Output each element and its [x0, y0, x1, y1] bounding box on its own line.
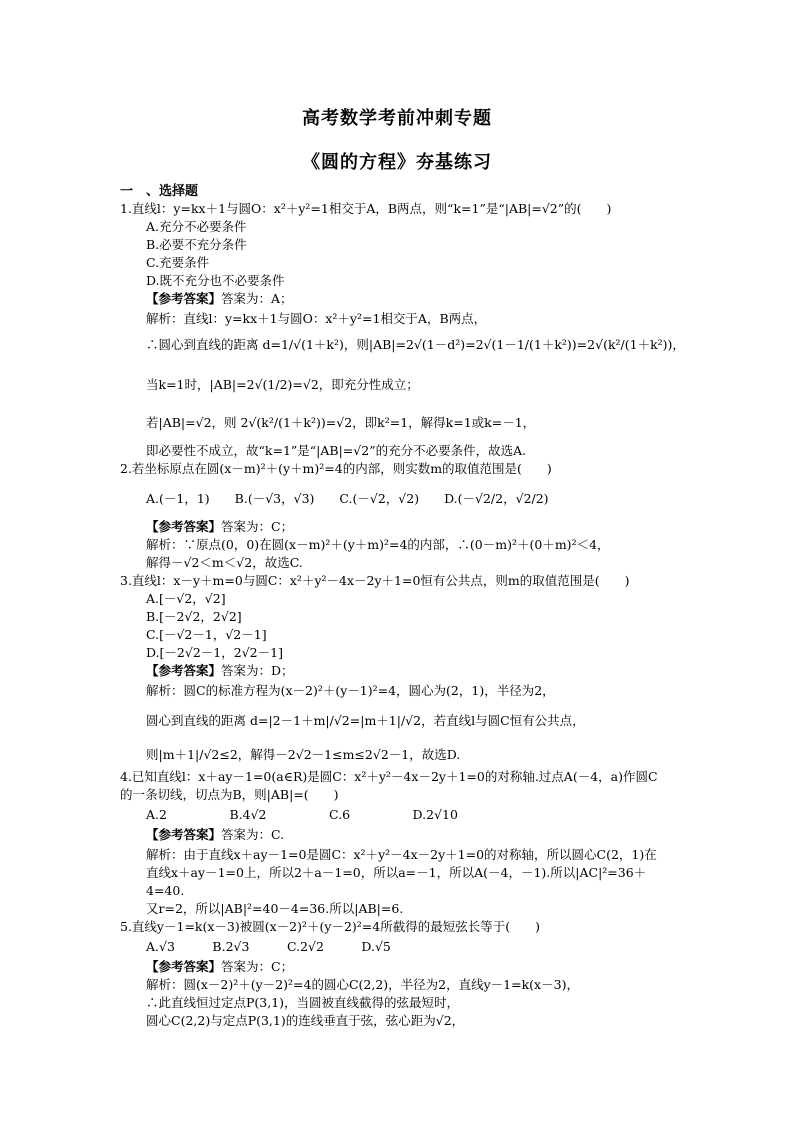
- text-line: 圆心C(2,2)与定点P(3,1)的连线垂直于弦，弦心距为√2，: [146, 1013, 465, 1028]
- text-line: C.[－√2－1，√2－1]: [146, 627, 267, 642]
- text-line: 【参考答案】答案为：C.: [146, 827, 285, 842]
- text-line: 当k=1时，|AB|=2√(1/2)=√2，即充分性成立；: [146, 377, 419, 392]
- text-line: 解析：圆C的标准方程为(x－2)²＋(y－1)²=4，圆心为(2，1)，半径为2，: [146, 683, 555, 698]
- text-line: 解析：直线l：y=kx＋1与圆O：x²＋y²=1相交于A，B两点，: [146, 311, 487, 326]
- text-line: 【参考答案】答案为：A；: [146, 291, 293, 306]
- text-line: 【参考答案】答案为：C；: [146, 959, 294, 974]
- section-heading: 一 、选择题: [120, 184, 199, 199]
- text-line: 则|m＋1|/√2≤2，解得－2√2－1≤m≤2√2－1，故选D.: [146, 747, 461, 762]
- text-line: 4.已知直线l：x＋ay－1=0(a∈R)是圆C：x²＋y²－4x－2y＋1=0的对称轴.过点A(－4，a)作圆C: [120, 769, 658, 784]
- text-line: 的一条切线，切点为B，则|AB|=( ): [120, 787, 339, 802]
- text-line: A.(－1，1) B.(－√3，√3) C.(－√2，√2) D.(－√2/2，√2/2): [146, 491, 549, 506]
- text-line: 1.直线l：y=kx＋1与圆O：x²＋y²=1相交于A，B两点，则“k=1”是“|AB|=√2”的( ): [120, 201, 612, 216]
- answer-label: 【参考答案】: [146, 959, 222, 974]
- text-line: 3.直线l：x－y＋m=0与圆C：x²＋y²－4x－2y＋1=0恒有公共点，则m的取值范围是( ): [120, 573, 630, 588]
- text-line: 2.若坐标原点在圆(x－m)²＋(y＋m)²=4的内部，则实数m的取值范围是( ): [120, 461, 552, 476]
- page-title: 高考数学考前冲刺专题: [302, 108, 492, 129]
- text-line: 即必要性不成立，故“k=1”是“|AB|=√2”的充分不必要条件，故选A.: [146, 443, 527, 458]
- text-line: 4=40.: [146, 883, 185, 898]
- answer-label: 【参考答案】: [146, 827, 222, 842]
- page-subtitle: 《圆的方程》夯基练习: [302, 152, 492, 173]
- text-line: D.[－2√2－1，2√2－1]: [146, 645, 283, 660]
- text-line: 【参考答案】答案为：C；: [146, 519, 294, 534]
- text-line: C.充要条件: [146, 255, 210, 270]
- text-line: 解析：∵原点(0，0)在圆(x－m)²＋(y＋m)²=4的内部，∴(0－m)²＋(0＋m)²＜4，: [146, 537, 610, 552]
- answer-label: 【参考答案】: [146, 519, 222, 534]
- text-line: ∴圆心到直线的距离 d=1/√(1＋k²)，则|AB|=2√(1－d²)=2√(1－1/(1＋k²))=2√(k²/(1＋k²))，: [146, 337, 685, 352]
- text-line: 直线x＋ay－1=0上，所以2＋a－1=0，所以a=－1，所以A(－4，－1).所以|AC|²=36＋: [146, 865, 647, 880]
- text-line: B.必要不充分条件: [146, 237, 247, 252]
- text-line: 解析：圆(x－2)²＋(y－2)²=4的圆心C(2,2)，半径为2，直线y－1=k(x－3)，: [146, 977, 579, 992]
- text-line: 解得－√2＜m＜√2，故选C.: [146, 555, 303, 570]
- answer-label: 【参考答案】: [146, 291, 222, 306]
- text-line: A.√3 B.2√3 C.2√2 D.√5: [146, 939, 391, 954]
- text-line: A.充分不必要条件: [146, 219, 247, 234]
- text-line: B.[－2√2，2√2]: [146, 609, 242, 624]
- text-line: ∴此直线恒过定点P(3,1)，当圆被直线截得的弦最短时，: [146, 995, 460, 1010]
- text-line: D.既不充分也不必要条件: [146, 273, 285, 288]
- text-line: 解析：由于直线x＋ay－1=0是圆C：x²＋y²－4x－2y＋1=0的对称轴，所以圆心C(2，1)在: [146, 847, 657, 862]
- text-line: 5.直线y－1=k(x－3)被圆(x－2)²＋(y－2)²=4所截得的最短弦长等于( ): [120, 919, 540, 934]
- answer-label: 【参考答案】: [146, 663, 222, 678]
- text-line: 又r=2，所以|AB|²=40－4=36.所以|AB|=6.: [146, 901, 404, 916]
- text-line: 若|AB|=√2，则 2√(k²/(1＋k²))=√2，即k²=1，解得k=1或k=－1，: [146, 415, 536, 430]
- text-line: A.2 B.4√2 C.6 D.2√10: [146, 807, 458, 822]
- text-line: A.[－√2，√2]: [146, 591, 226, 606]
- text-line: 【参考答案】答案为：D；: [146, 663, 294, 678]
- text-line: 圆心到直线的距离 d=|2－1＋m|/√2=|m＋1|/√2，若直线l与圆C恒有公共点，: [146, 713, 585, 728]
